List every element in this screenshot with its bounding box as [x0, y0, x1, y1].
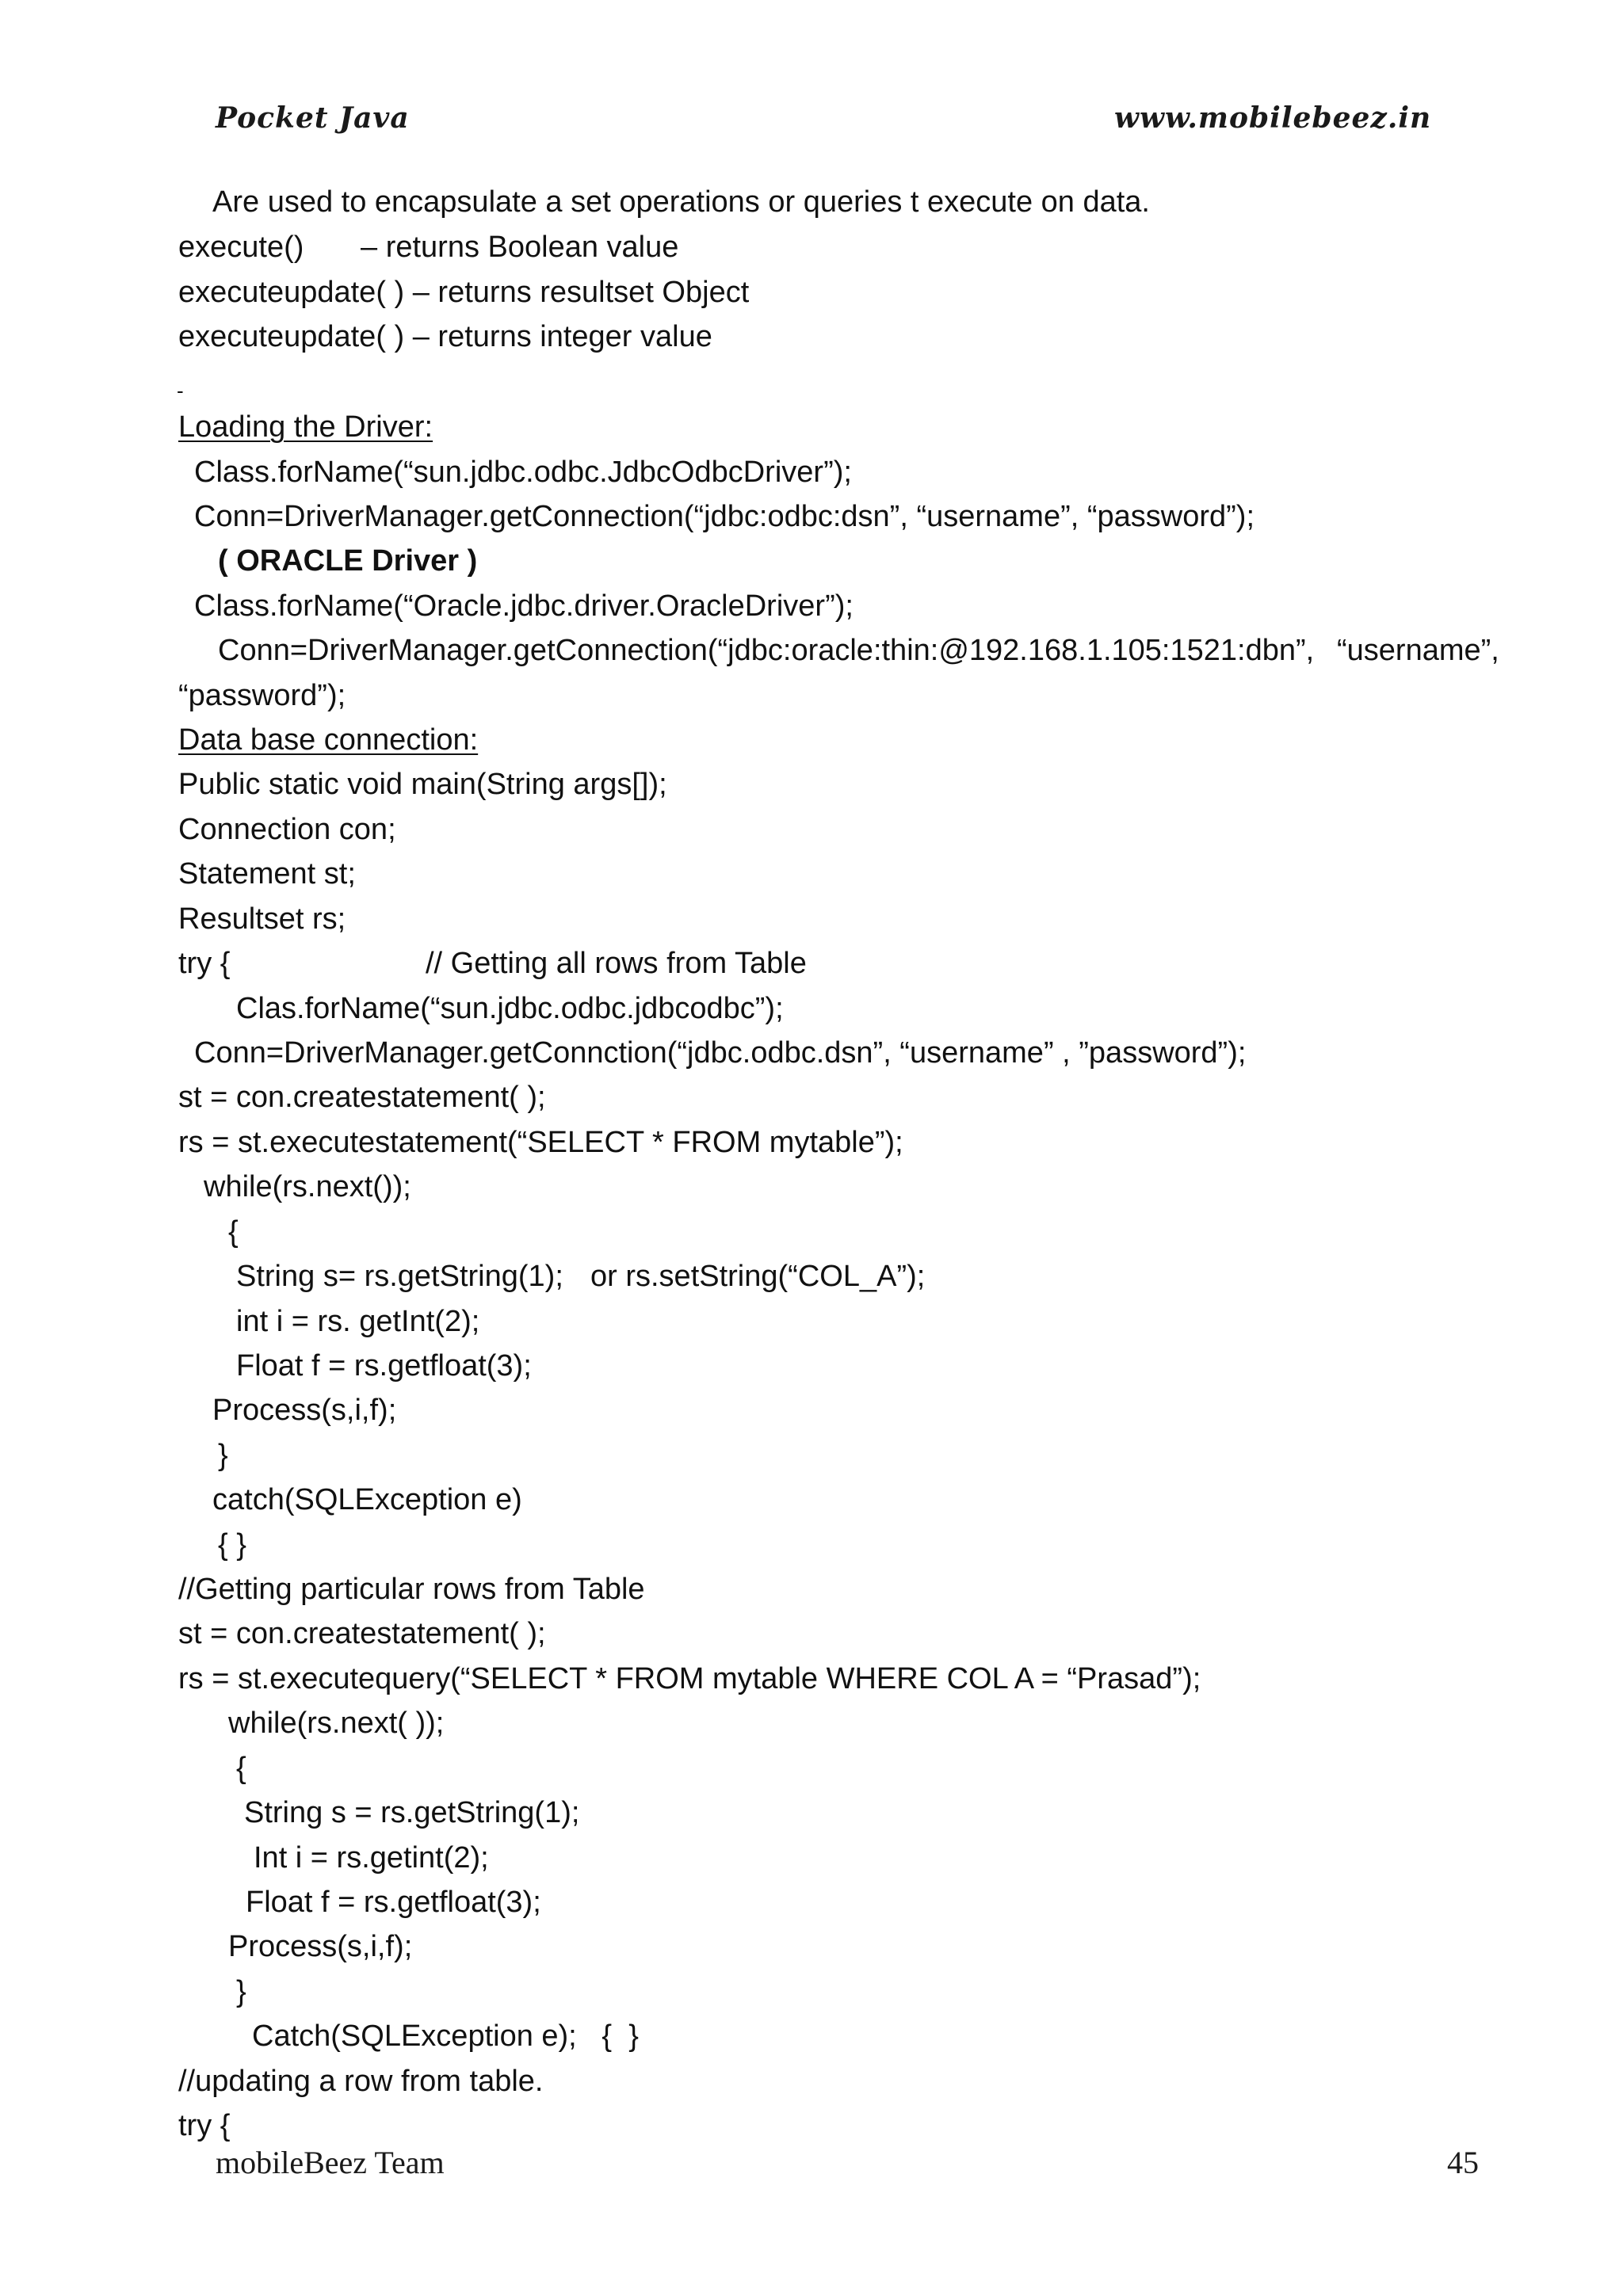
header-website: www.mobilebeez.in	[1114, 101, 1432, 135]
section-heading-loading-driver: Loading the Driver:	[178, 410, 433, 444]
code-line: Conn=DriverManager.getConnction(“jdbc.odbc.dsn”, “username” , ”password”);	[194, 1036, 1247, 1070]
code-line: while(rs.next( ));	[228, 1707, 445, 1740]
code-line: Resultset rs;	[178, 902, 346, 936]
code-line: Class.forName(“Oracle.jdbc.driver.OracleDriver”);	[194, 589, 854, 623]
footer-team: mobileBeez Team	[216, 2145, 445, 2180]
code-comment: //updating a row from table.	[178, 2065, 544, 2098]
code-line: Catch(SQLException e); { }	[252, 2019, 639, 2053]
code-line: Int i = rs.getint(2);	[254, 1841, 489, 1875]
code-line: “password”);	[178, 679, 346, 712]
code-line: Process(s,i,f);	[228, 1930, 413, 1963]
header-title: Pocket Java	[216, 101, 410, 135]
code-line: Conn=DriverManager.getConnection(“jdbc:odbc:dsn”, “username”, “password”);	[194, 500, 1254, 533]
code-line: String s = rs.getString(1);	[244, 1796, 580, 1829]
code-line: }	[236, 1975, 246, 2008]
code-line: try {	[178, 947, 231, 980]
code-line: executeupdate( ) – returns resultset Object	[178, 276, 750, 309]
code-line: rs = st.executestatement(“SELECT * FROM mytable”);	[178, 1126, 903, 1159]
code-line: “username”,	[1337, 634, 1499, 667]
code-line: st = con.createstatement( );	[178, 1617, 546, 1650]
code-line: executeupdate( ) – returns integer value	[178, 320, 712, 353]
code-comment: //Getting particular rows from Table	[178, 1573, 645, 1606]
oracle-driver-heading: ( ORACLE Driver )	[218, 544, 478, 578]
code-line: st = con.createstatement( );	[178, 1081, 546, 1114]
code-line: or rs.setString(“COL_A”);	[590, 1260, 926, 1293]
code-line: Statement st;	[178, 857, 356, 891]
code-line: Conn=DriverManager.getConnection(“jdbc:oracle:thin:@192.168.1.105:1521:dbn”,	[218, 634, 1315, 667]
code-line: Public static void main(String args[]);	[178, 768, 667, 801]
code-line: String s= rs.getString(1);	[236, 1260, 563, 1293]
code-line: Class.forName(“sun.jdbc.odbc.JdbcOdbcDriver”);	[194, 456, 852, 489]
code-line: Float f = rs.getfloat(3);	[246, 1886, 541, 1919]
page-number: 45	[1447, 2145, 1479, 2180]
code-line: rs = st.executequery(“SELECT * FROM mytable WHERE COL A = “Prasad”);	[178, 1662, 1201, 1695]
code-line: {	[228, 1215, 239, 1249]
stray-dash: -	[177, 379, 184, 402]
code-line: Float f = rs.getfloat(3);	[236, 1349, 532, 1383]
code-line: execute()	[178, 231, 304, 264]
intro-line: Are used to encapsulate a set operations or queries t execute on data.	[212, 185, 1150, 219]
code-line: while(rs.next());	[204, 1170, 411, 1203]
code-line: {	[236, 1752, 246, 1785]
section-heading-database-connection: Data base connection:	[178, 723, 479, 757]
code-line: Clas.forName(“sun.jdbc.odbc.jdbcodbc”);	[236, 992, 784, 1025]
code-line: { }	[218, 1528, 246, 1562]
code-line: Connection con;	[178, 813, 396, 846]
code-line: int i = rs. getInt(2);	[236, 1305, 480, 1338]
code-comment: // Getting all rows from Table	[426, 947, 807, 980]
code-line: Process(s,i,f);	[212, 1394, 397, 1427]
code-line: – returns Boolean value	[361, 231, 679, 264]
code-line: catch(SQLException e)	[212, 1483, 522, 1516]
code-line: }	[218, 1439, 228, 1472]
code-line: try {	[178, 2109, 231, 2142]
